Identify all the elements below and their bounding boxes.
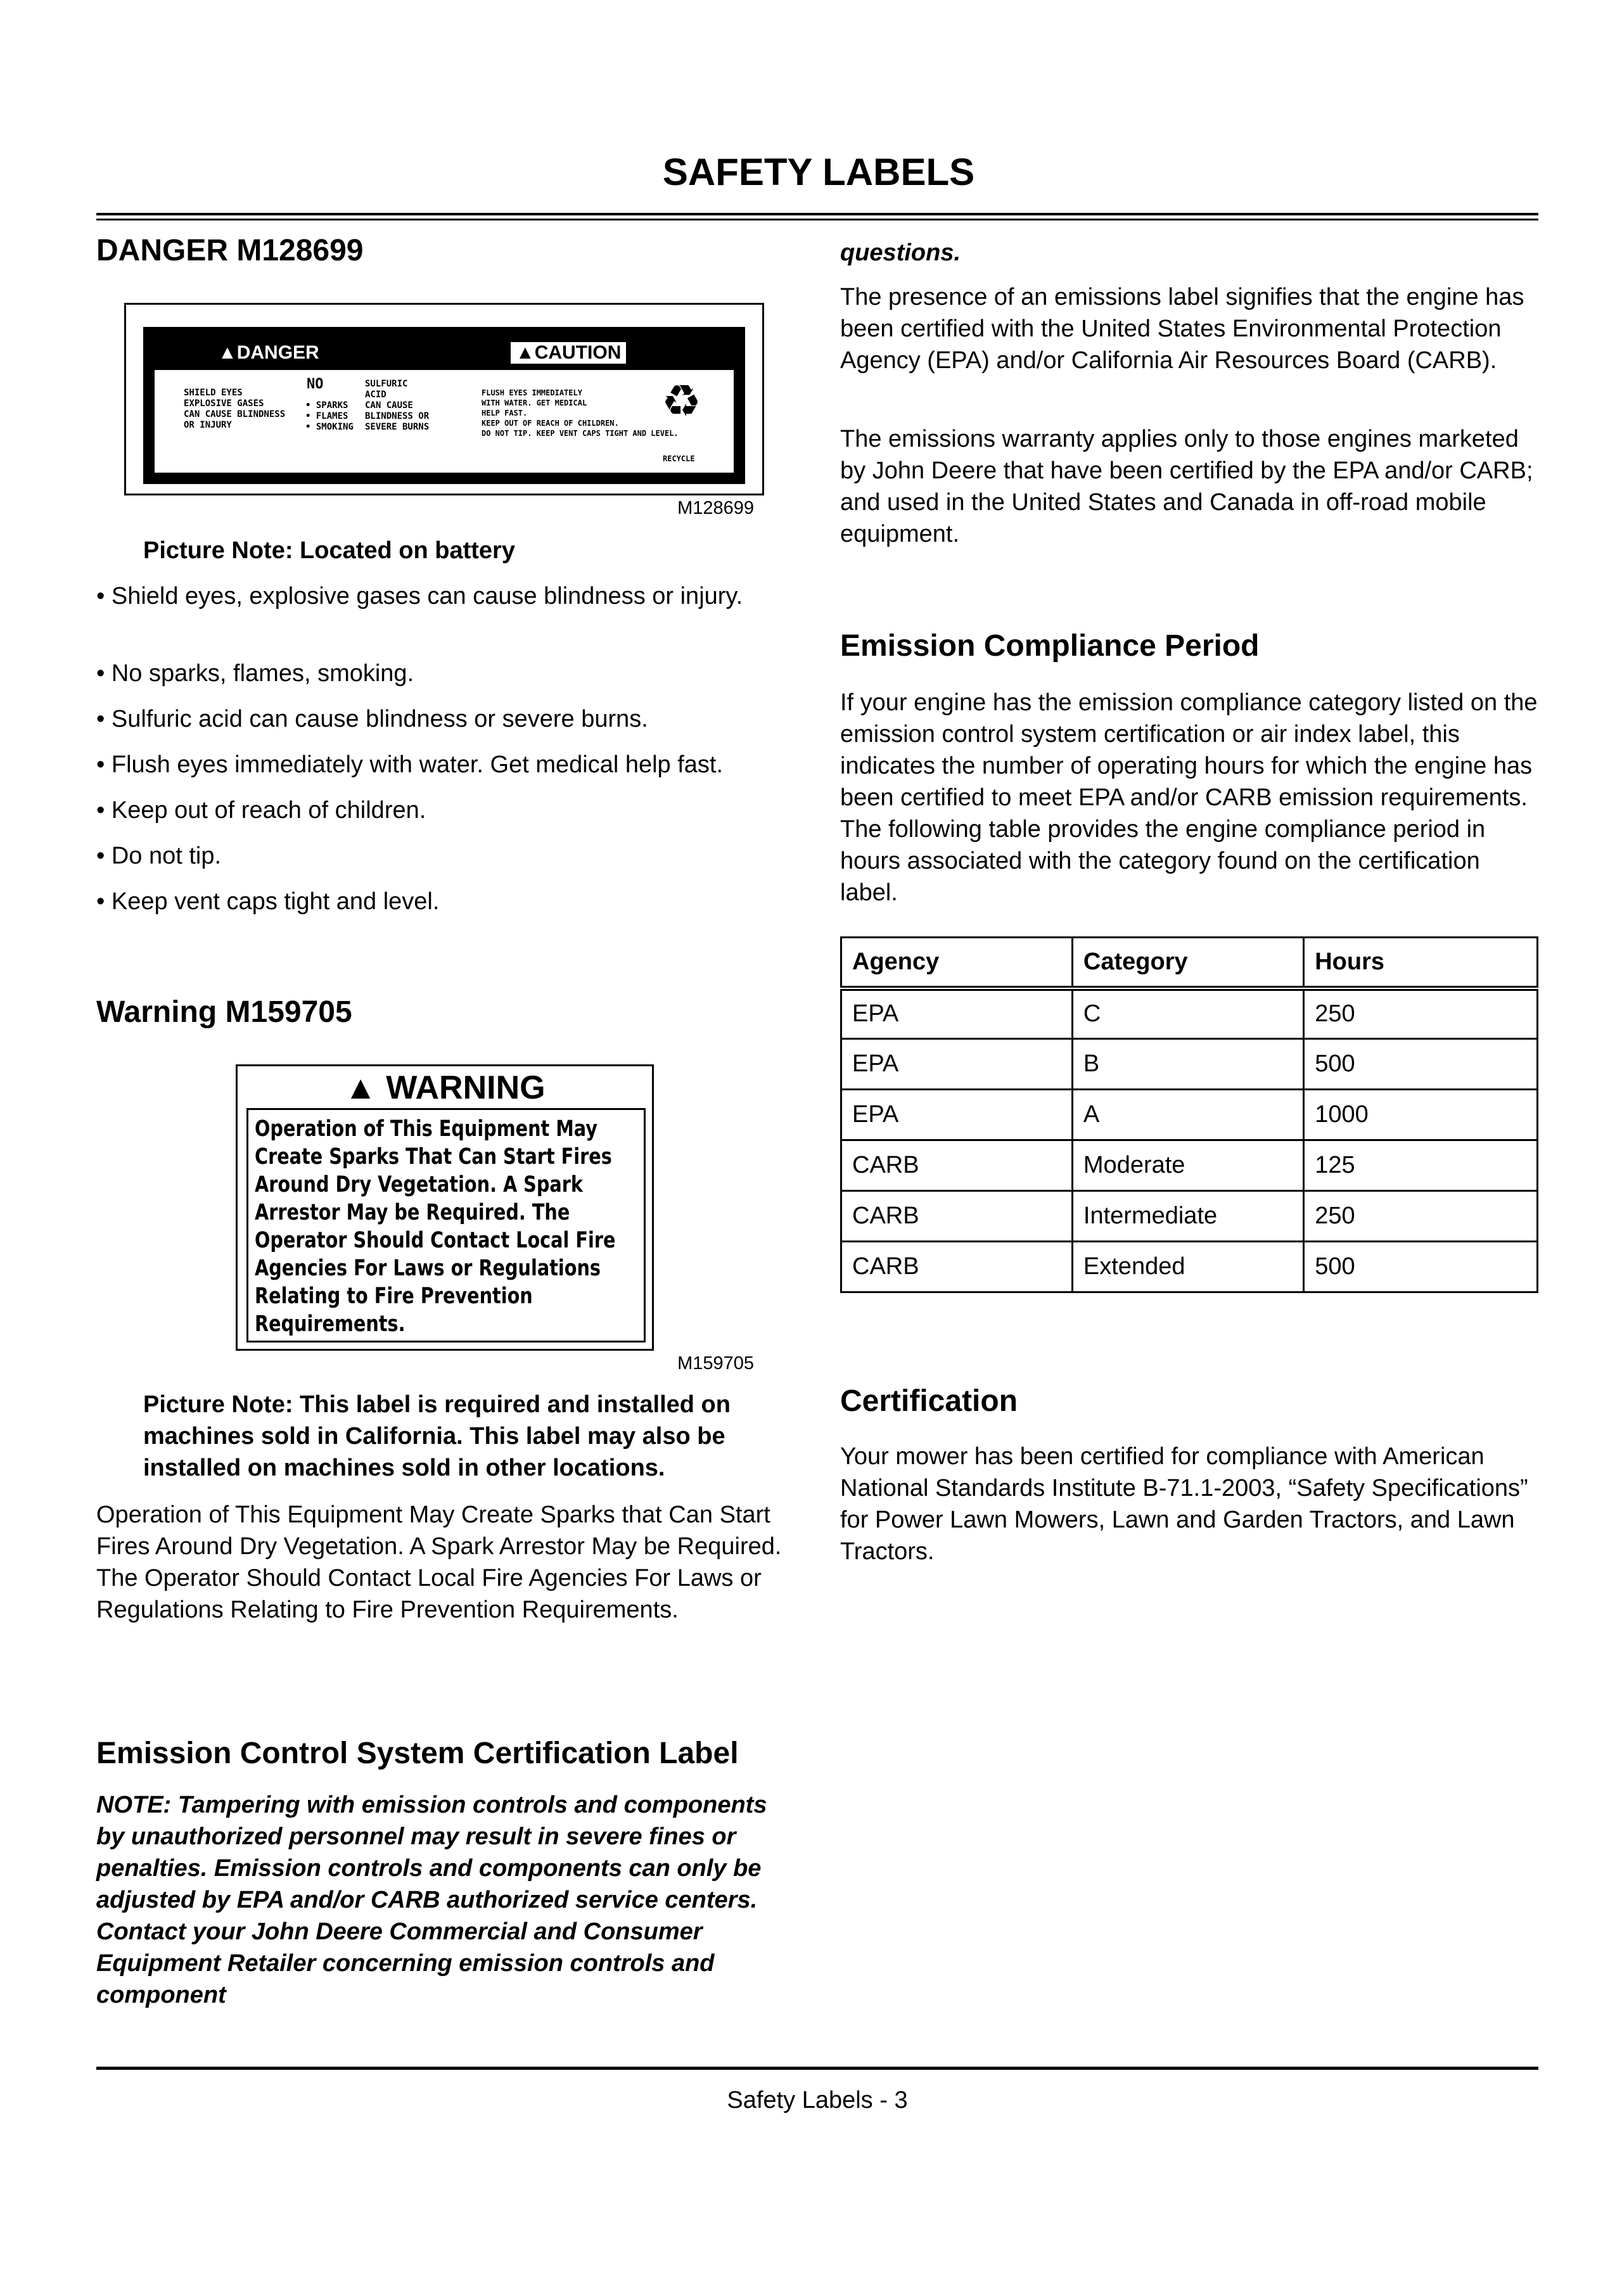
danger-bullet: • Keep out of reach of children. [96,797,426,824]
table-cell: 1000 [1304,1090,1538,1140]
caution-triangle-icon: ▲ [516,342,535,363]
emission-para-2: The emissions warranty applies only to those engines marketed by John Deere that have been certified by the EPA and/or CARB; and used in the United States and Canada in off-road mobile equipment. [840,426,1533,547]
table-cell: 250 [1304,988,1538,1039]
table-cell: A [1072,1090,1303,1140]
page-title: SAFETY LABELS [662,151,975,193]
table-cell: 250 [1304,1191,1538,1242]
table-header: Category [1072,938,1303,988]
table-cell: CARB [841,1191,1073,1242]
warning-decal [236,1064,654,1351]
danger-decal-col2-title: NO [307,376,324,392]
table-row [841,1090,1538,1140]
table-cell: CARB [841,1140,1073,1191]
table-header: Hours [1304,938,1538,988]
table-cell: C [1072,988,1303,1039]
certification-para: Your mower has been certified for compliance with American National Standards Institute B-71.1-2003, “Safety Specifications” for Power Lawn Mowers, Lawn and Garden Tractors, and Lawn Tractors. [840,1443,1528,1565]
warning-body: Operation of This Equipment May Create Sparks that Can Start Fires Around Dry Vegetation. A Spark Arrestor May be Required. The Operator Should Contact Local Fire Agencies For Laws or Regulations Relating to Fire Prevention Requirements. [96,1502,782,1623]
warning-decal-text: Operation of This Equipment May Create Sparks That Can Start Fires Around Dry Vegetation. A Spark Arrestor May be Required. The Operator Should Contact Local Fire Agencies For Laws or Regulations Relating to Fire Prevention Requirements. [255,1116,616,1337]
table-header-row [841,938,1538,988]
table-cell: EPA [841,1039,1073,1090]
danger-bullet: • Do not tip. [96,843,222,869]
danger-bullet: • Shield eyes, explosive gases can cause blindness or injury. [96,583,743,609]
table-cell: CARB [841,1242,1073,1292]
table-row [841,988,1538,1039]
table-cell: Extended [1072,1242,1303,1292]
danger-decal-col1: SHIELD EYES EXPLOSIVE GASES CAN CAUSE BLINDNESS OR INJURY [184,388,286,430]
warning-decal-panel [246,1108,646,1343]
danger-bullet: • Keep vent caps tight and level. [96,888,440,915]
table-row [841,1140,1538,1191]
certification-heading: Certification [840,1384,1018,1418]
danger-decal [143,327,745,484]
warning-picture-note: Picture Note: This label is required and installed on machines sold in California. This label may also be installed on machines sold in other locations. [143,1391,731,1481]
table-cell: Intermediate [1072,1191,1303,1242]
page-footer: Safety Labels - 3 [727,2087,908,2114]
warning-heading: Warning M159705 [96,995,352,1029]
danger-bullet: • No sparks, flames, smoking. [96,660,414,687]
header-rule [96,213,1538,220]
recycle-label: RECYCLE [663,454,695,463]
emission-note: NOTE: Tampering with emission controls and components by unauthorized personnel may result in severe fines or penalties. Emission controls and components can only be adjusted by EPA and/or CARB authorized service centers. Contact your John Deere Commercial and Consumer Equipment Retailer concerning emission controls and component [96,1792,767,2008]
danger-decal-col4: FLUSH EYES IMMEDIATELY WITH WATER. GET MEDICAL HELP FAST. KEEP OUT OF REACH OF CHILDREN. DO NOT TIP. KEEP VENT CAPS TIGHT AND LEVEL. [482,388,679,438]
table-cell: 500 [1304,1039,1538,1090]
danger-decal-col3: SULFURIC ACID CAN CAUSE BLINDNESS OR SEVERE BURNS [365,379,430,432]
table-cell: 125 [1304,1140,1538,1191]
table-header: Agency [841,938,1073,988]
warning-caption: M159705 [677,1353,754,1374]
danger-caption: M128699 [677,498,754,518]
table-row [841,1039,1538,1090]
caution-decal-title: ▲CAUTION [511,342,626,364]
table-cell: EPA [841,988,1073,1039]
compliance-table [840,936,1538,1293]
danger-bullet: • Flush eyes immediately with water. Get medical help fast. [96,751,724,778]
table-row [841,1191,1538,1242]
warning-triangle-icon: ▲ [344,1069,377,1106]
footer-rule [96,2067,1538,2070]
emission-para-1: The presence of an emissions label signifies that the engine has been certified with the United States Environmental Protection Agency (EPA) and/or California Air Resources Board (CARB). [840,284,1524,374]
compliance-heading: Emission Compliance Period [840,629,1260,663]
danger-picture-note: Picture Note: Located on battery [143,537,515,564]
recycle-icon: ♻ [661,376,701,426]
danger-decal-title: ▲DANGER [218,342,319,363]
table-row [841,1242,1538,1292]
table-cell: 500 [1304,1242,1538,1292]
table-cell: B [1072,1039,1303,1090]
table-cell: EPA [841,1090,1073,1140]
table-cell: Moderate [1072,1140,1303,1191]
emission-label-heading: Emission Control System Certification Label [96,1737,739,1770]
danger-decal-panel [155,370,734,473]
danger-bullet: • Sulfuric acid can cause blindness or severe burns. [96,706,648,732]
warning-decal-title: ▲ WARNING [344,1069,546,1106]
compliance-para: If your engine has the emission compliance category listed on the emission control system certification or air index label, this indicates the number of operating hours for which the engine has been certified to meet EPA and/or CARB emission requirements. The following table provides the engine compliance period in hours associated with the category found on the certification label. [840,689,1538,906]
emission-note-continued: questions. [840,239,961,266]
danger-decal-col2: • SPARKS • FLAMES • SMOKING [305,400,354,432]
warning-triangle-icon: ▲ [218,342,237,363]
danger-heading: DANGER M128699 [96,234,364,267]
